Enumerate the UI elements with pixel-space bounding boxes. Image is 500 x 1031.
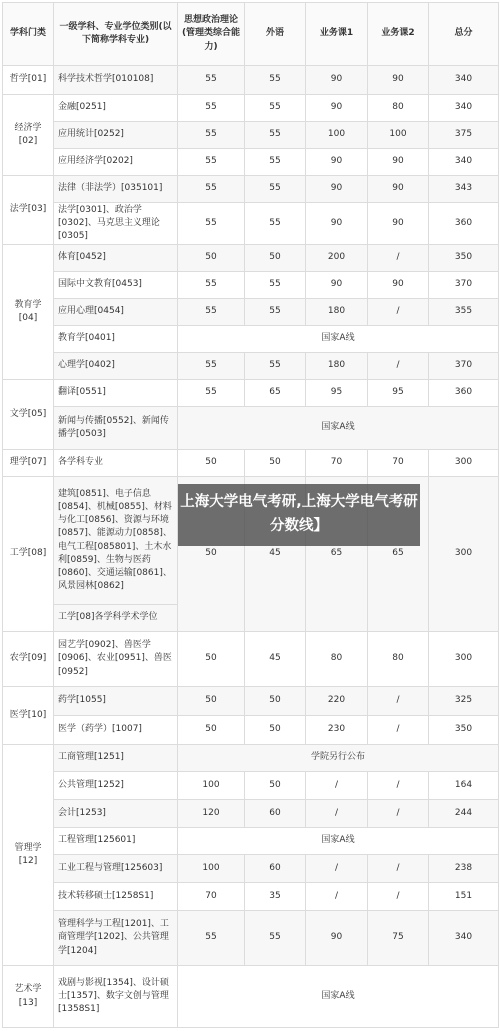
score-cell: / (368, 687, 429, 716)
category-cell: 管理学[12] (3, 745, 54, 966)
score-cell: 340 (429, 66, 499, 95)
score-cell: 55 (245, 122, 306, 149)
table-row (3, 299, 499, 326)
score-cell: 90 (368, 203, 429, 245)
table-row (3, 772, 499, 800)
score-cell: 55 (178, 911, 245, 966)
table-row (3, 245, 499, 272)
major-cell: 心理学[0402] (54, 353, 178, 380)
score-cell: 50 (178, 632, 245, 687)
major-cell: 教育学[0401] (54, 326, 178, 353)
score-cell: / (368, 855, 429, 883)
table-row (3, 855, 499, 883)
score-cell: 340 (429, 911, 499, 966)
score-cell: 340 (429, 95, 499, 122)
score-cell: 50 (178, 716, 245, 745)
major-cell: 工业工程与管理[125603] (54, 855, 178, 883)
major-cell: 法律（非法学）[035101] (54, 176, 178, 203)
table-row (3, 632, 499, 687)
merged-note-cell: 国家A线 (178, 966, 499, 1028)
major-cell: 园艺学[0902]、兽医学[0906]、农业[0951]、兽医[0952] (54, 632, 178, 687)
major-cell: 工学[08]各学科学术学位 (54, 605, 178, 632)
table-row (3, 66, 499, 95)
score-cell: 164 (429, 772, 499, 800)
score-cell: 90 (368, 272, 429, 299)
score-cell: 50 (245, 450, 306, 477)
major-cell: 管理科学与工程[1201]、工商管理学[1202]、公共管理学[1204] (54, 911, 178, 966)
score-cell: 55 (178, 95, 245, 122)
score-cell: 45 (245, 477, 306, 632)
score-cell: 200 (306, 245, 368, 272)
header-total: 总分 (429, 3, 499, 66)
category-cell: 艺术学[13] (3, 966, 54, 1028)
table-row (3, 380, 499, 407)
score-cell: 90 (368, 66, 429, 95)
score-cell: 50 (178, 245, 245, 272)
score-cell: 120 (178, 800, 245, 828)
score-cell: 50 (178, 450, 245, 477)
merged-note-cell: 国家A线 (178, 407, 499, 450)
score-cell: 90 (306, 95, 368, 122)
score-cell: 55 (245, 66, 306, 95)
score-cell: 350 (429, 245, 499, 272)
score-cell: 60 (245, 800, 306, 828)
category-cell: 文学[05] (3, 380, 54, 450)
score-cell: 220 (306, 687, 368, 716)
score-cell: 355 (429, 299, 499, 326)
table-row (3, 883, 499, 911)
table-row (3, 966, 499, 1028)
category-cell: 法学[03] (3, 176, 54, 245)
score-cell: 50 (245, 687, 306, 716)
score-cell: 55 (178, 66, 245, 95)
score-cell: 370 (429, 353, 499, 380)
score-cell: 55 (178, 299, 245, 326)
merged-note-cell: 国家A线 (178, 326, 499, 353)
score-cell: 55 (178, 122, 245, 149)
score-cell: 300 (429, 632, 499, 687)
major-cell: 科学技术哲学[010108] (54, 66, 178, 95)
score-cell: 55 (178, 203, 245, 245)
major-cell: 会计[1253] (54, 800, 178, 828)
score-cell: 55 (178, 353, 245, 380)
score-cell: 60 (245, 855, 306, 883)
table-row (3, 800, 499, 828)
score-cell: 100 (178, 772, 245, 800)
score-cell: 238 (429, 855, 499, 883)
score-cell: 55 (178, 149, 245, 176)
score-cell: 65 (368, 477, 429, 632)
score-cell: 55 (245, 95, 306, 122)
score-cell: 90 (368, 176, 429, 203)
score-cell: 50 (178, 477, 245, 632)
score-cell: 65 (245, 380, 306, 407)
header-major: 一级学科、专业学位类别(以下简称学科专业) (54, 3, 178, 66)
score-cell: 180 (306, 353, 368, 380)
category-cell: 哲学[01] (3, 66, 54, 95)
score-cell: 100 (368, 122, 429, 149)
major-cell: 国际中文教育[0453] (54, 272, 178, 299)
score-cell: 180 (306, 299, 368, 326)
score-cell: / (368, 353, 429, 380)
score-cell: 80 (368, 95, 429, 122)
score-cell: 375 (429, 122, 499, 149)
score-cell: / (368, 800, 429, 828)
score-cell: 95 (306, 380, 368, 407)
score-cell: 343 (429, 176, 499, 203)
score-cell: 370 (429, 272, 499, 299)
header-course-1: 业务课1 (306, 3, 368, 66)
score-cell: / (368, 772, 429, 800)
score-cell: 340 (429, 149, 499, 176)
score-cell: 50 (245, 245, 306, 272)
score-cell: 90 (306, 176, 368, 203)
category-cell: 理学[07] (3, 450, 54, 477)
score-cell: 80 (306, 632, 368, 687)
major-cell: 药学[1055] (54, 687, 178, 716)
score-cell: 35 (245, 883, 306, 911)
score-cell: 45 (245, 632, 306, 687)
score-cell: / (368, 299, 429, 326)
table-row (3, 828, 499, 855)
major-cell: 技术转移硕士[1258S1] (54, 883, 178, 911)
header-politics: 思想政治理论(管理类综合能力) (178, 3, 245, 66)
major-cell: 各学科专业 (54, 450, 178, 477)
score-cell: 65 (306, 477, 368, 632)
score-cell: 50 (178, 687, 245, 716)
category-cell: 工学[08] (3, 477, 54, 632)
score-cell: 55 (245, 203, 306, 245)
table-row (3, 203, 499, 245)
major-cell: 体育[0452] (54, 245, 178, 272)
score-cell: 90 (306, 272, 368, 299)
score-cell: 55 (178, 380, 245, 407)
table-row (3, 95, 499, 122)
table-row (3, 149, 499, 176)
score-cell: 50 (245, 772, 306, 800)
score-cell: 55 (178, 272, 245, 299)
major-cell: 医学（药学）[1007] (54, 716, 178, 745)
score-cell: 244 (429, 800, 499, 828)
header-course-2: 业务课2 (368, 3, 429, 66)
score-cell: 90 (306, 911, 368, 966)
major-cell: 金融[0251] (54, 95, 178, 122)
score-cell: 95 (368, 380, 429, 407)
score-cell: / (368, 245, 429, 272)
table-row (3, 326, 499, 353)
major-cell: 新闻与传播[0552]、新闻传播学[0503] (54, 407, 178, 450)
major-cell: 戏剧与影视[1354]、设计硕士[1357]、数字文创与管理[1358S1] (54, 966, 178, 1028)
score-cell: 360 (429, 380, 499, 407)
score-cell: 90 (306, 149, 368, 176)
score-cell: 151 (429, 883, 499, 911)
score-cell: 55 (178, 176, 245, 203)
table-row (3, 407, 499, 450)
score-cell: 90 (368, 149, 429, 176)
score-cell: 230 (306, 716, 368, 745)
table-row (3, 716, 499, 745)
watermark-banner: 上海大学电气考研,上海大学电气考研分数线】 (178, 484, 420, 546)
score-cell: 70 (368, 450, 429, 477)
score-cell: 300 (429, 477, 499, 632)
table-row (3, 353, 499, 380)
merged-note-cell: 国家A线 (178, 828, 499, 855)
score-cell: 55 (245, 176, 306, 203)
major-cell: 应用经济学[0202] (54, 149, 178, 176)
major-cell: 公共管理[1252] (54, 772, 178, 800)
category-cell: 教育学[04] (3, 245, 54, 380)
table-row (3, 911, 499, 966)
major-cell: 翻译[0551] (54, 380, 178, 407)
score-cell: 300 (429, 450, 499, 477)
score-cell: / (368, 716, 429, 745)
table-row (3, 122, 499, 149)
merged-note-cell: 学院另行公布 (178, 745, 499, 772)
header-foreign-language: 外语 (245, 3, 306, 66)
table-row (3, 745, 499, 772)
score-cell: / (306, 772, 368, 800)
major-cell: 工程管理[125601] (54, 828, 178, 855)
major-cell: 工商管理[1251] (54, 745, 178, 772)
score-cell: / (368, 883, 429, 911)
category-cell: 农学[09] (3, 632, 54, 687)
major-cell: 应用统计[0252] (54, 122, 178, 149)
table-row (3, 176, 499, 203)
score-cell: 90 (306, 66, 368, 95)
score-cell: 70 (306, 450, 368, 477)
header-row (3, 3, 499, 66)
score-cell: 325 (429, 687, 499, 716)
score-cell: 70 (178, 883, 245, 911)
major-cell: 建筑[0851]、电子信息[0854]、机械[0855]、材料与化工[0856]、资源与环境[0857]、能源动力[0858]、电气工程[085801]、土木水利[0859]、生物与医药[0860]、交通运输[0861]、风景园林[0862] (54, 477, 178, 605)
score-cell: / (306, 800, 368, 828)
score-cell: / (306, 855, 368, 883)
score-cell: 100 (178, 855, 245, 883)
score-cell: 75 (368, 911, 429, 966)
category-cell: 医学[10] (3, 687, 54, 745)
score-cell: 80 (368, 632, 429, 687)
score-cell: 350 (429, 716, 499, 745)
score-cell: 100 (306, 122, 368, 149)
score-cell: 55 (245, 299, 306, 326)
score-cell: 55 (245, 353, 306, 380)
major-cell: 应用心理[0454] (54, 299, 178, 326)
table-row (3, 687, 499, 716)
table-row (3, 272, 499, 299)
score-cell: 55 (245, 149, 306, 176)
category-cell: 经济学[02] (3, 95, 54, 176)
score-cell: 55 (245, 272, 306, 299)
header-category: 学科门类 (3, 3, 54, 66)
score-cell: 55 (245, 911, 306, 966)
score-cell: 360 (429, 203, 499, 245)
table-row (3, 450, 499, 477)
score-cell: 50 (245, 716, 306, 745)
score-cell: / (306, 883, 368, 911)
major-cell: 法学[0301]、政治学[0302]、马克思主义理论[0305] (54, 203, 178, 245)
score-cell: 90 (306, 203, 368, 245)
